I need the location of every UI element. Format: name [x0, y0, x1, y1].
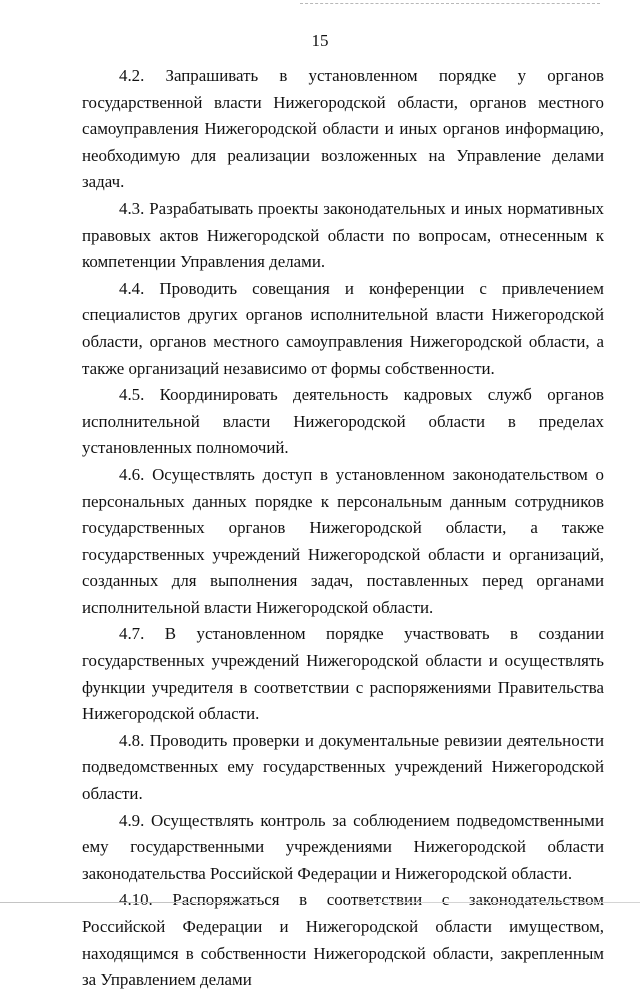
- scan-bottom-edge-line: [0, 902, 260, 903]
- paragraph-4-6: 4.6. Осуществлять доступ в установленном законодательством о персональных данных порядке к персональным данным сотрудников государственных органов Нижегородской области, а также государственных учреждений Нижегородской области и организаций, созданных для выполнения задач, поставленных перед органами исполнительной власти Нижегородской области.: [82, 464, 604, 617]
- paragraph-4-7: 4.7. В установленном порядке участвовать в создании государственных учреждений Нижегородской области и осуществлять функции учредителя в соответствии с распоряжениями Правительства Нижегородской области.: [82, 624, 604, 724]
- paragraph-4-5: 4.5. Координировать деятельность кадровых служб органов исполнительной власти Нижегородской области в пределах установленных полномочий.: [82, 385, 604, 458]
- scan-top-edge-line: [300, 3, 600, 4]
- scan-bottom-edge-line-right: [360, 902, 640, 903]
- document-body: [82, 63, 604, 994]
- paragraph-4-4: 4.4. Проводить совещания и конференции с привлечением специалистов других органов исполнительной власти Нижегородской области, органов местного самоуправления Нижегородской области, а также организаций независимо от формы собственности.: [82, 278, 604, 378]
- paragraph-4-2: 4.2. Запрашивать в установленном порядке у органов государственной власти Нижегородской области, органов местного самоуправления Нижегородской области и иных органов информацию, необходимую для реализации возложенных на Управление делами задач.: [82, 66, 604, 192]
- paragraph-4-8: 4.8. Проводить проверки и документальные ревизии деятельности подведомственных ему государственных учреждений Нижегородской области.: [82, 730, 604, 804]
- paragraph-4-9: 4.9. Осуществлять контроль за соблюдением подведомственными ему государственными учреждениями Нижегородской области законодательства Российской Федерации и Нижегородской области.: [82, 810, 604, 883]
- paragraph-4-10: 4.10. Распоряжаться в соответствии с законодательством Российской Федерации и Нижегородской области имуществом, находящимся в собственности Нижегородской области, закрепленным за Управлением делами: [82, 890, 604, 990]
- paragraph-4-3: 4.3. Разрабатывать проекты законодательных и иных нормативных правовых актов Нижегородской области по вопросам, отнесенным к компетенции Управления делами.: [82, 198, 604, 272]
- page-number: 15: [311, 31, 329, 50]
